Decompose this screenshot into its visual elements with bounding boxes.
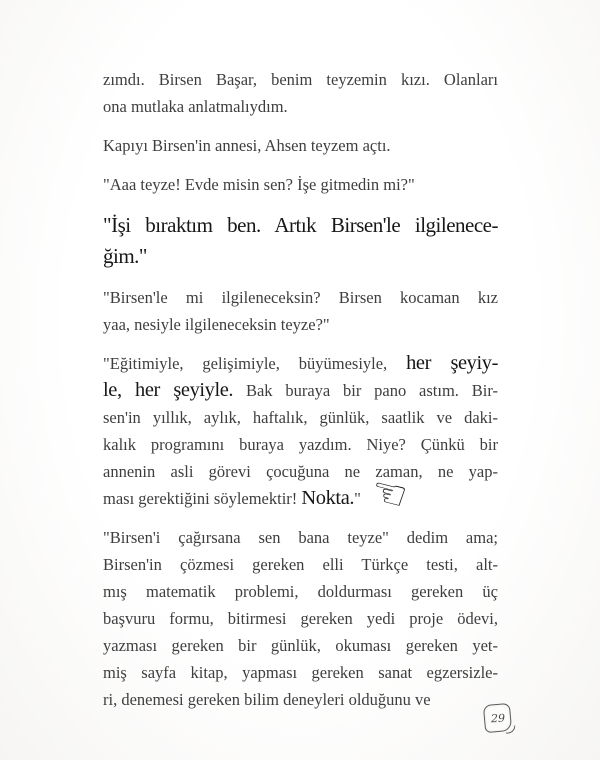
paragraph	[103, 66, 498, 120]
text-segment: "Aaa teyze! Evde misin sen? İşe gitmedin mi?"	[103, 175, 415, 194]
text-segment: ri, denemesi gereken bilim deneyleri olduğunu ve	[103, 690, 431, 709]
text-line	[103, 458, 498, 485]
paragraph	[103, 284, 498, 338]
text-line	[103, 210, 498, 241]
text-line	[103, 66, 498, 93]
text-segment: "Birsen'le mi ilgileneceksin? Birsen kocaman kız	[103, 288, 498, 307]
text-line	[103, 171, 498, 198]
paragraph	[103, 524, 498, 713]
text-line	[103, 241, 498, 272]
text-line	[103, 659, 498, 686]
text-segment: sen'in yıllık, aylık, haftalık, günlük, saatlik ve daki-	[103, 408, 498, 427]
text-segment: yazması gereken bir günlük, okuması gereken yet-	[103, 636, 498, 655]
text-segment: yaa, nesiyle ilgileneceksin teyze?"	[103, 315, 330, 334]
text-line	[103, 132, 498, 159]
text-block	[103, 66, 498, 713]
text-line	[103, 524, 498, 551]
text-segment: kalık programını buraya yazdım. Niye? Çünkü bir	[103, 435, 498, 454]
text-segment: le, her şeyiyle.	[103, 379, 234, 401]
text-segment: "Birsen'i çağırsana sen bana teyze" dedim ama;	[103, 528, 498, 547]
text-segment: mış matematik problemi, doldurması gereken üç	[103, 582, 498, 601]
text-segment: ğim."	[103, 244, 147, 268]
text-segment: ması gerektiğini söylemektir!	[103, 489, 302, 508]
paragraph	[103, 350, 498, 521]
text-segment: her şeyiy-	[406, 352, 498, 374]
text-line	[103, 578, 498, 605]
text-line	[103, 93, 498, 120]
page-number-box	[483, 703, 512, 733]
text-segment: Bak buraya bir pano astım. Bir-	[233, 381, 498, 400]
text-segment: annenin asli görevi çocuğuna ne zaman, ne yap-	[103, 462, 498, 481]
text-segment: miş sayfa kitap, yapması gereken sanat egzersizle-	[103, 663, 498, 682]
text-segment: Birsen'in çözmesi gereken elli Türkçe testi, alt-	[103, 555, 498, 574]
text-segment: başvuru formu, bitirmesi gereken yedi proje ödevi,	[103, 609, 498, 628]
text-segment: "	[354, 489, 361, 508]
text-line	[103, 284, 498, 311]
paragraph	[103, 171, 498, 198]
text-segment: zımdı. Birsen Başar, benim teyzemin kızı. Olanları	[103, 70, 498, 89]
text-line	[103, 632, 498, 659]
text-segment: ona mutlaka anlatmalıydım.	[103, 97, 288, 116]
text-segment: "İşi bıraktım ben. Artık Birsen'le ilgilenece-	[103, 213, 498, 237]
text-line	[103, 311, 498, 338]
page-number: 29	[490, 711, 505, 725]
text-line	[103, 431, 498, 458]
paragraph	[103, 210, 498, 272]
text-line	[103, 605, 498, 632]
text-segment: Kapıyı Birsen'in annesi, Ahsen teyzem açtı.	[103, 136, 391, 155]
text-line	[103, 686, 498, 713]
text-line	[103, 377, 498, 404]
pointing-hand-icon: ☜	[365, 467, 412, 521]
text-line	[103, 350, 498, 377]
text-segment: Nokta.	[301, 487, 355, 509]
text-line	[103, 551, 498, 578]
paragraph	[103, 132, 498, 159]
text-segment: "Eğitimiyle, gelişimiyle, büyümesiyle,	[103, 354, 407, 373]
text-line	[103, 404, 498, 431]
